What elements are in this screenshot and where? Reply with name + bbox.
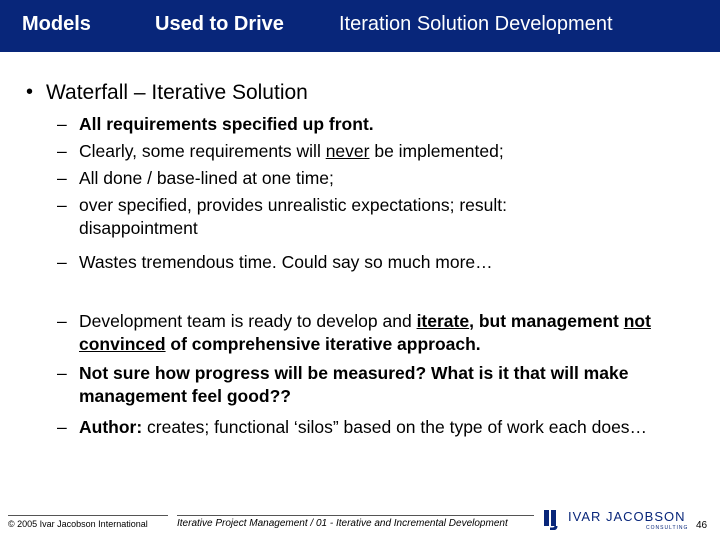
- dash-2: –: [57, 141, 67, 161]
- dash-5: –: [57, 252, 67, 272]
- item-progress-measured: Not sure how progress will be measured? What is it that will make management feel good??: [79, 363, 629, 406]
- header-models: Models: [22, 13, 91, 35]
- footer-copyright: © 2005 Ivar Jacobson International: [8, 519, 148, 529]
- bullet-title: Waterfall – Iterative Solution: [46, 81, 308, 104]
- title-bar: [0, 0, 720, 52]
- footer-rule-center: [177, 515, 534, 516]
- footer-course-title: Iterative Project Management / 01 - Iterative and Incremental Development: [177, 518, 508, 529]
- item-all-done: All done / base-lined at one time;: [79, 168, 334, 188]
- dash-3: –: [57, 168, 67, 188]
- item-wastes-time: Wastes tremendous time. Could say so much more…: [79, 252, 493, 272]
- dash-7: –: [57, 363, 67, 383]
- item-development-team: Development team is ready to develop and iterate, but management not convinced of comprehensive iterative approach.: [79, 311, 651, 354]
- ivar-jacobson-logo-icon: [542, 508, 564, 530]
- item-author: Author: creates; functional ‘silos” based on the type of work each does…: [79, 417, 648, 437]
- item-some-requirements: Clearly, some requirements will never be implemented;: [79, 141, 504, 161]
- item-requirements-up-front: All requirements specified up front.: [79, 114, 374, 134]
- footer-rule-left: [8, 515, 168, 516]
- dash-8: –: [57, 417, 67, 437]
- page-number: 46: [696, 520, 708, 531]
- dash-1: –: [57, 114, 67, 134]
- logo-name: IVAR JACOBSON: [568, 509, 686, 524]
- dash-6: –: [57, 311, 67, 331]
- dash-4: –: [57, 195, 67, 215]
- bullet-dot: •: [26, 81, 34, 103]
- logo-subtitle: CONSULTING: [646, 525, 689, 531]
- header-used-to-drive: Used to Drive: [155, 13, 284, 35]
- item-over-specified: over specified, provides unrealistic expectations; result: disappointment: [79, 195, 507, 238]
- header-subtitle: Iteration Solution Development: [339, 13, 613, 35]
